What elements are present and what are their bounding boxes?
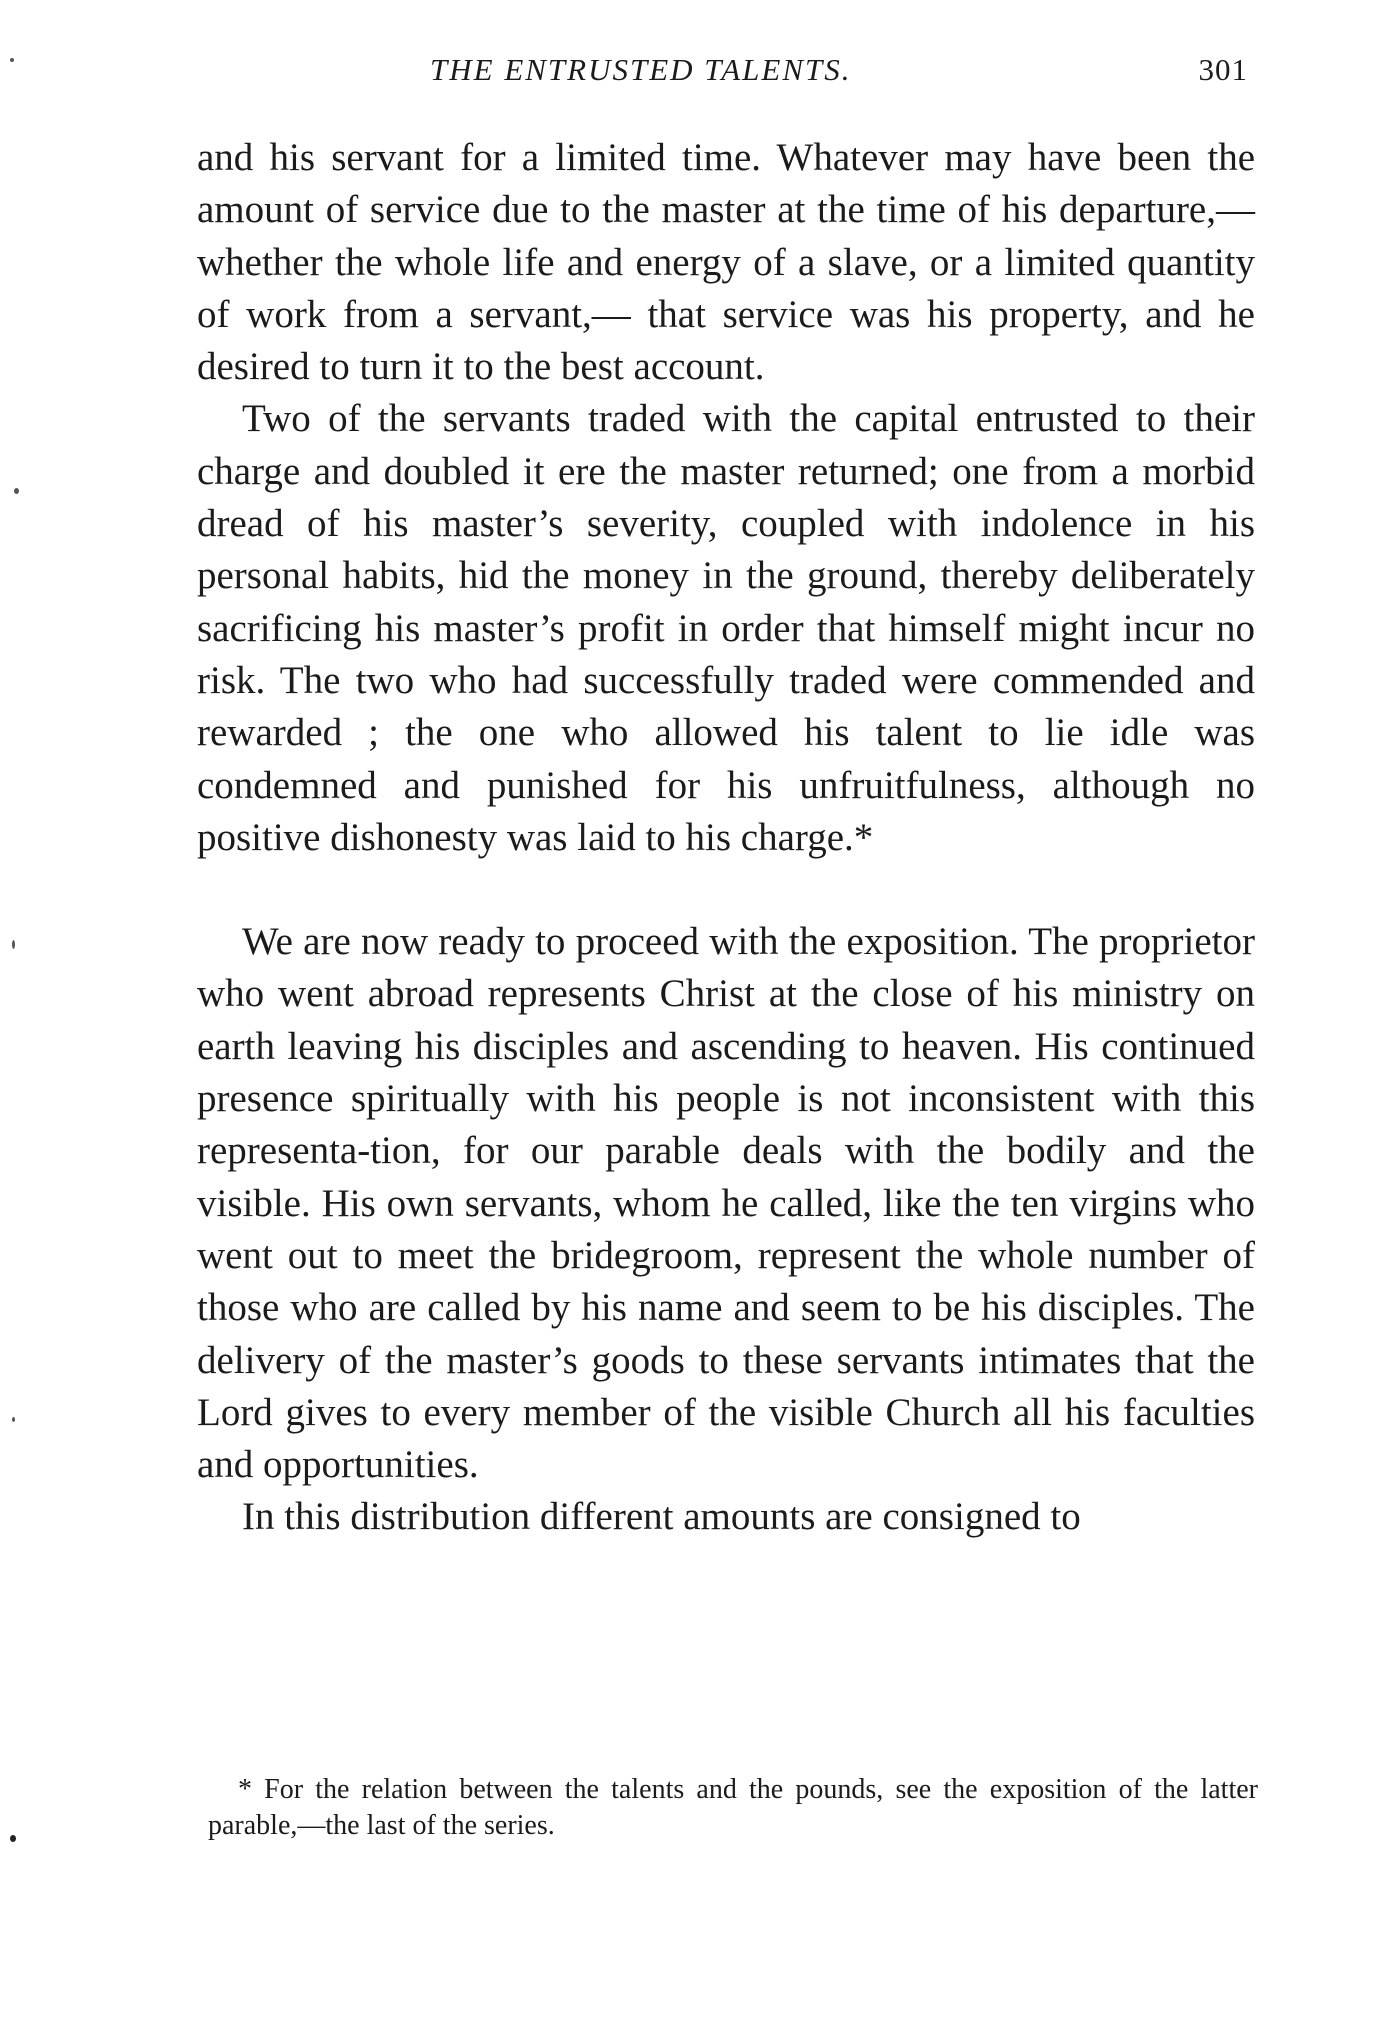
paragraph-continued: and his servant for a limited time. Whatever may have been the amount of service due to the master at the time of his departure,—whether the whole life and energy of a slave, or a limited quantity of work from a servant,— that service was his property, and he desired to turn it to the best account. — [197, 136, 1255, 389]
paragraph-distribution: In this distribution different amounts are consigned to — [242, 1495, 1081, 1539]
paragraph-servants-traded: Two of the servants traded with the capital entrusted to their charge and doubled it ere the master returned; one from a morbid dread of his master’s severity, coupled with indolence in his personal habits, hid the money in the ground, thereby deliberately sacrificing his master’s profit in order that himself might incur no risk. The two who had successfully traded were commended and rewarded ; the one who allowed his talent to lie idle was condemned and punished for his unfruitfulness, although no positive dishonesty was laid to his charge.* — [197, 397, 1255, 859]
body-text — [197, 132, 1255, 1544]
page-number: 301 — [1198, 52, 1248, 87]
running-head-title: THE ENTRUSTED TALENTS. — [430, 52, 852, 87]
speck — [10, 58, 14, 62]
speck — [14, 488, 19, 494]
speck — [12, 940, 15, 949]
footnote: * For the relation between the talents and the pounds, see the exposition of the latter parable,—the last of the series. — [208, 1774, 1258, 1841]
running-head — [430, 52, 1260, 102]
speck — [10, 1835, 16, 1842]
paragraph-exposition: We are now ready to proceed with the exposition. The proprietor who went abroad represents Christ at the close of his ministry on earth leaving his disciples and ascending to heaven. His continued presence spiritually with his people is not inconsistent with this representa-tion, for our parable deals with the bodily and the visible. His own servants, whom he called, like the ten virgins who went out to meet the bridegroom, represent the whole number of those who are called by his name and seem to be his disciples. The delivery of the master’s goods to these servants intimates that the Lord gives to every member of the visible Church all his faculties and opportunities. — [197, 920, 1255, 1487]
speck — [12, 1417, 15, 1422]
